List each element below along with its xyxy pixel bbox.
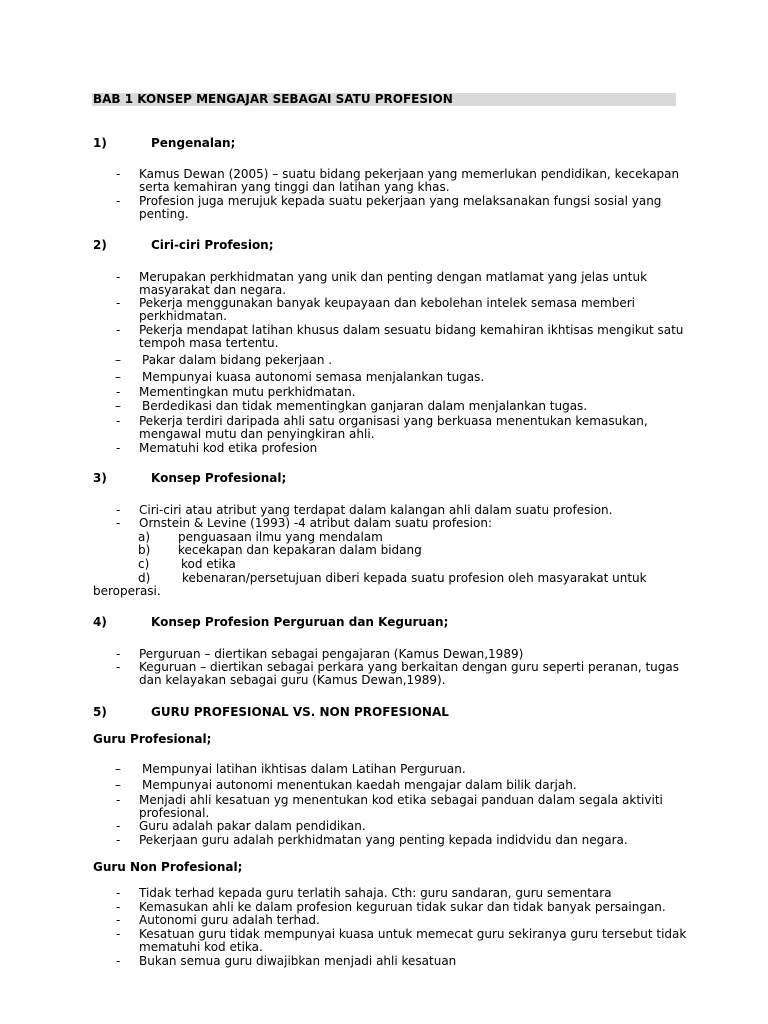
bullet: -	[116, 323, 121, 337]
guru-non-profesional-heading: Guru Non Profesional;	[93, 860, 243, 874]
section-1-number: 1)	[93, 136, 107, 150]
bullet: -	[116, 954, 121, 968]
sub-item: kod etika	[181, 557, 236, 571]
list-item: Merupakan perkhidmatan yang unik dan penting dengan matlamat yang jelas untuk	[139, 270, 648, 284]
list-item: Menjadi ahli kesatuan yg menentukan kod etika sebagai panduan dalam segala aktiviti	[139, 793, 663, 807]
list-item: Bukan semua guru diwajibkan menjadi ahli kesatuan	[139, 954, 457, 968]
bullet: -	[116, 503, 121, 517]
document-title: BAB 1 KONSEP MENGAJAR SEBAGAI SATU PROFESION	[93, 92, 453, 106]
list-item: Pekerja terdiri daripada ahli satu organisasi yang berkuasa menentukan kemasukan,	[139, 414, 648, 428]
list-item: Autonomi guru adalah terhad.	[139, 913, 320, 927]
sub-item-label: c)	[138, 557, 150, 571]
guru-profesional-heading: Guru Profesional;	[93, 732, 212, 746]
list-item: Pakar dalam bidang pekerjaan .	[142, 353, 333, 367]
list-item: Ornstein & Levine (1993) -4 atribut dalam suatu profesion:	[139, 516, 493, 530]
list-item: Pekerjaan guru adalah perkhidmatan yang penting kepada indidvidu dan negara.	[139, 833, 628, 847]
bullet: -	[116, 886, 121, 900]
list-item: Pekerja mendapat latihan khusus dalam sesuatu bidang kemahiran ikhtisas mengikut satu	[139, 323, 684, 337]
list-item: Kesatuan guru tidak mempunyai kuasa untuk memecat guru sekiranya guru tersebut tidak	[139, 927, 687, 941]
bullet: -	[116, 900, 121, 914]
bullet: -	[116, 913, 121, 927]
section-4-heading: Konsep Profesion Perguruan dan Keguruan;	[151, 615, 449, 629]
bullet: -	[116, 647, 121, 661]
bullet: -	[116, 194, 121, 208]
section-3-number: 3)	[93, 471, 107, 485]
bullet: -	[116, 793, 121, 807]
list-item: Profesion juga merujuk kepada suatu pekerjaan yang melaksanakan fungsi sosial yang	[139, 194, 662, 208]
list-item: penting.	[139, 207, 189, 221]
section-5-heading: GURU PROFESIONAL VS. NON PROFESIONAL	[151, 705, 449, 719]
section-3-heading: Konsep Profesional;	[151, 471, 287, 485]
sub-item-label: a)	[138, 530, 151, 544]
list-item: mengawal mutu dan penyingkiran ahli.	[139, 427, 375, 441]
list-item: masyarakat dan negara.	[139, 283, 287, 297]
bullet: –	[115, 370, 121, 384]
list-item: Mementingkan mutu perkhidmatan.	[139, 385, 356, 399]
sub-item: penguasaan ilmu yang mendalam	[178, 530, 383, 544]
bullet: –	[115, 399, 121, 413]
list-item: Ciri-ciri atau atribut yang terdapat dalam kalangan ahli dalam suatu profesion.	[139, 503, 613, 517]
bullet: -	[116, 385, 121, 399]
list-item: Mempunyai kuasa autonomi semasa menjalankan tugas.	[142, 370, 485, 384]
list-item: Pekerja menggunakan banyak keupayaan dan kebolehan intelek semasa memberi	[139, 296, 636, 310]
list-item: dan kelayakan sebagai guru (Kamus Dewan,1989).	[139, 673, 446, 687]
bullet: –	[115, 762, 121, 776]
list-item: Berdedikasi dan tidak mementingkan ganjaran dalam menjalankan tugas.	[142, 399, 588, 413]
section-2-heading: Ciri-ciri Profesion;	[151, 238, 274, 252]
list-item: Perguruan – diertikan sebagai pengajaran (Kamus Dewan,1989)	[139, 647, 524, 661]
bullet: –	[115, 778, 121, 792]
list-item: serta kemahiran yang tinggi dan latihan yang khas.	[139, 180, 450, 194]
sub-item-continuation: beroperasi.	[93, 584, 161, 598]
list-item: Kemasukan ahli ke dalam profesion keguruan tidak sukar dan tidak banyak persaingan.	[139, 900, 666, 914]
bullet: -	[116, 819, 121, 833]
list-item: Mempunyai latihan ikhtisas dalam Latihan Perguruan.	[142, 762, 466, 776]
sub-item-label: d)	[138, 571, 151, 585]
list-item: mematuhi kod etika.	[139, 940, 263, 954]
list-item: Tidak terhad kepada guru terlatih sahaja. Cth: guru sandaran, guru sementara	[139, 886, 612, 900]
bullet: -	[116, 927, 121, 941]
bullet: -	[116, 660, 121, 674]
list-item: Guru adalah pakar dalam pendidikan.	[139, 819, 366, 833]
list-item: Keguruan – diertikan sebagai perkara yang berkaitan dengan guru seperti peranan, tugas	[139, 660, 680, 674]
section-5-number: 5)	[93, 705, 107, 719]
bullet: -	[116, 516, 121, 530]
bullet: -	[116, 167, 121, 181]
list-item: perkhidmatan.	[139, 309, 227, 323]
bullet: –	[115, 353, 121, 367]
list-item: Mematuhi kod etika profesion	[139, 441, 318, 455]
bullet: -	[116, 270, 121, 284]
sub-item: kebenaran/persetujuan diberi kepada suatu profesion oleh masyarakat untuk	[182, 571, 647, 585]
section-4-number: 4)	[93, 615, 107, 629]
sub-item-label: b)	[138, 543, 151, 557]
list-item: Mempunyai autonomi menentukan kaedah mengajar dalam bilik darjah.	[142, 778, 577, 792]
bullet: -	[116, 296, 121, 310]
bullet: -	[116, 414, 121, 428]
list-item: profesional.	[139, 806, 210, 820]
list-item: tempoh masa tertentu.	[139, 336, 279, 350]
list-item: Kamus Dewan (2005) – suatu bidang pekerjaan yang memerlukan pendidikan, kecekapan	[139, 167, 680, 181]
sub-item: kecekapan dan kepakaran dalam bidang	[178, 543, 422, 557]
section-2-number: 2)	[93, 238, 107, 252]
section-1-heading: Pengenalan;	[151, 136, 236, 150]
bullet: -	[116, 441, 121, 455]
bullet: -	[116, 833, 121, 847]
